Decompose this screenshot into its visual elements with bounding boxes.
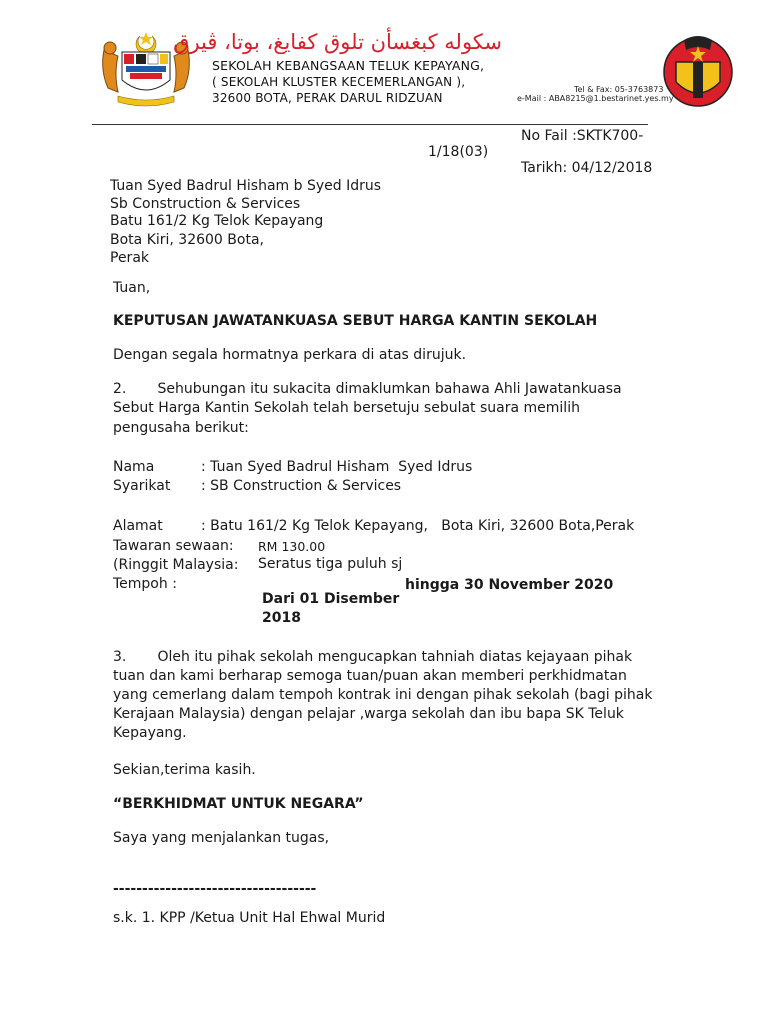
school-crest-icon bbox=[660, 32, 736, 108]
recipient-line: Tuan Syed Badrul Hisham b Syed Idrus bbox=[110, 178, 382, 194]
letter-date: Tarikh: 04/12/2018 bbox=[521, 160, 653, 176]
recipient-line: Bota Kiri, 32600 Bota, bbox=[110, 232, 264, 248]
email: e-Mail : ABA8215@1.bestarinet.yes.my bbox=[517, 94, 674, 103]
school-name: SEKOLAH KEBANGSAAN TELUK KEPAYANG, bbox=[212, 58, 485, 73]
paragraph-2-line: Sebut Harga Kantin Sekolah telah bersetuju sebulat suara memilih bbox=[113, 400, 580, 416]
school-cluster: ( SEKOLAH KLUSTER KECEMERLANGAN ), bbox=[212, 75, 466, 89]
recipient-line: Perak bbox=[110, 250, 149, 266]
subject: KEPUTUSAN JAWATANKUASA SEBUT HARGA KANTIN SEKOLAH bbox=[113, 313, 598, 329]
paragraph-3-line: yang cemerlang dalam tempoh kontrak ini dengan pihak sekolah (bagi pihak bbox=[113, 687, 653, 703]
file-number: No Fail :SKTK700- bbox=[521, 128, 644, 144]
alamat-value: : Batu 161/2 Kg Telok Kepayang, Bota Kiri, 32600 Bota,Perak bbox=[201, 518, 635, 534]
tempoh-label: Tempoh : bbox=[113, 576, 177, 592]
tawaran-value: RM 130.00 bbox=[258, 539, 326, 554]
tel-fax: Tel & Fax: 05-3763873 bbox=[574, 85, 664, 94]
alamat-label: Alamat bbox=[113, 518, 163, 534]
signature-line: ----------------------------------- bbox=[113, 881, 317, 897]
file-number-cont: 1/18(03) bbox=[428, 144, 489, 160]
paragraph-2-line: 2. Sehubungan itu sukacita dimaklumkan bahawa Ahli Jawatankuasa bbox=[113, 381, 622, 397]
nama-label: Nama bbox=[113, 459, 155, 475]
paragraph-1: Dengan segala hormatnya perkara di atas dirujuk. bbox=[113, 347, 467, 363]
tempoh-from: Dari 01 Disember bbox=[262, 591, 400, 607]
header-divider bbox=[92, 124, 648, 125]
recipient-line: Sb Construction & Services bbox=[110, 196, 301, 212]
motto: “BERKHIDMAT UNTUK NEGARA” bbox=[113, 796, 364, 812]
syarikat-label: Syarikat bbox=[113, 478, 171, 494]
tempoh-to: hingga 30 November 2020 bbox=[405, 577, 614, 593]
tawaran-label: Tawaran sewaan: bbox=[113, 538, 234, 554]
tempoh-from-year: 2018 bbox=[262, 610, 301, 626]
salutation: Tuan, bbox=[113, 280, 151, 296]
nama-value: : Tuan Syed Badrul Hisham Syed Idrus bbox=[201, 459, 473, 475]
school-address: 32600 BOTA, PERAK DARUL RIDZUAN bbox=[212, 91, 443, 105]
school-name-jawi: سکوله کبغسأن تلوق کفايغ، بوتا، ڤيرق bbox=[173, 30, 502, 54]
paragraph-3-line: 3. Oleh itu pihak sekolah mengucapkan tahniah diatas kejayaan pihak bbox=[113, 649, 633, 665]
ringgit-value: Seratus tiga puluh sj bbox=[258, 556, 403, 572]
paragraph-3-line: tuan dan kami berharap semoga tuan/puan akan memberi perkhidmatan bbox=[113, 668, 627, 684]
paragraph-3-line: Kepayang. bbox=[113, 725, 187, 741]
paragraph-3-line: Kerajaan Malaysia) dengan pelajar ,warga sekolah dan ibu bapa SK Teluk bbox=[113, 706, 624, 722]
recipient-line: Batu 161/2 Kg Telok Kepayang bbox=[110, 213, 324, 229]
carbon-copy: s.k. 1. KPP /Ketua Unit Hal Ehwal Murid bbox=[113, 910, 386, 926]
syarikat-value: : SB Construction & Services bbox=[201, 478, 402, 494]
ringgit-label: (Ringgit Malaysia: bbox=[113, 557, 239, 573]
paragraph-2-line: pengusaha berikut: bbox=[113, 420, 249, 436]
signoff: Saya yang menjalankan tugas, bbox=[113, 830, 330, 846]
closing: Sekian,terima kasih. bbox=[113, 762, 256, 778]
